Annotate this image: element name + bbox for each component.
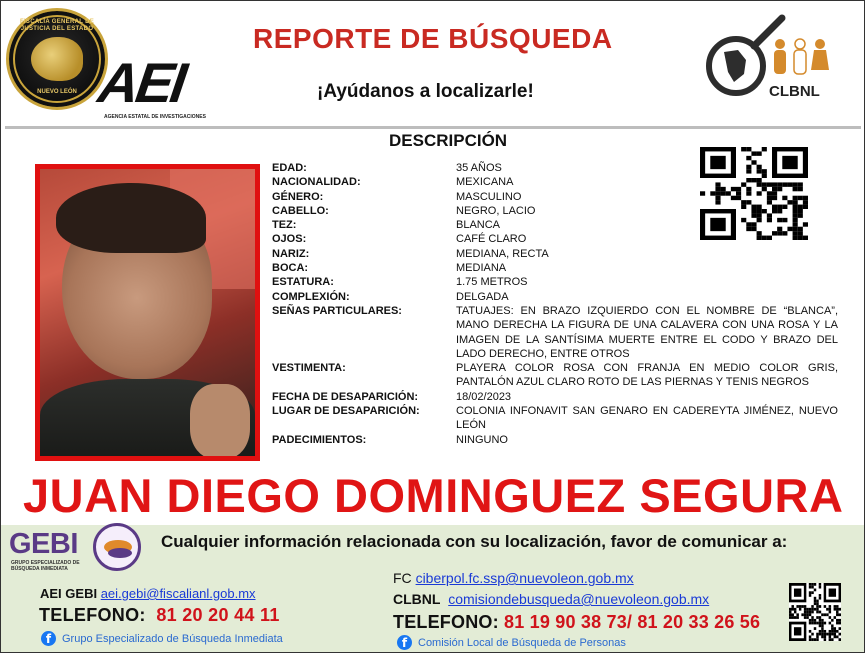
clbnl-logo (704, 14, 834, 122)
phone-left (39, 605, 280, 626)
description-heading: DESCRIPCIÓN (389, 131, 508, 150)
fc-label: FC (393, 570, 412, 586)
description-value: 18/02/2023 (456, 390, 512, 403)
description-row (272, 261, 838, 275)
description-row (272, 433, 838, 447)
description-label: TEZ: (272, 219, 297, 232)
header-divider (5, 126, 861, 129)
description-value: MEDIANA (456, 262, 507, 275)
description-value: 35 AÑOS (456, 162, 502, 174)
facebook-icon: f (397, 635, 412, 650)
qr-code-bottom (789, 583, 841, 641)
fc-email-link[interactable]: ciberpol.fc.ssp@nuevoleon.gob.mx (415, 570, 634, 586)
description-label: BOCA: (272, 262, 309, 275)
facebook-gebi-label: Grupo Especializado de Búsqueda Inmediata (62, 632, 283, 645)
phone-right-number: 81 19 90 38 73/ 81 20 33 26 56 (504, 612, 761, 632)
report-title: REPORTE DE BÚSQUEDA (253, 23, 613, 54)
description-value: TATUAJES: EN BRAZO IZQUIERDO CON EL NOMBRE DE “BLANCA”, MANO DERECHA LA FIGURA DE UNA CALAVERA CON UNA ROSA Y LA IMAGEN DE LA SANTÍSIMA MUERTE ENTRE EL CODO Y BRAZO DEL LADO DERECHO, ENTRE OTROS (456, 304, 838, 360)
description-label: NARIZ: (272, 247, 310, 260)
description-value: BLANCA (456, 219, 501, 232)
description-value: COLONIA INFONAVIT SAN GENARO EN CADEREYTA JIMÉNEZ, NUEVO LEÓN (456, 405, 838, 432)
phone-right (393, 612, 760, 633)
description-value: PLAYERA COLOR ROSA CON FRANJA EN MEDIO COLOR GRIS, PANTALÓN AZUL CLARO ROTO DE LAS PIERNAS Y TENIS NEGROS (456, 362, 838, 389)
clbnl-label: CLBNL (769, 83, 820, 100)
person-name: JUAN DIEGO DOMINGUEZ SEGURA (23, 469, 844, 522)
fc-contact (393, 570, 634, 586)
description-row (272, 290, 838, 304)
contact-message: Cualquier información relacionada con su localización, favor de comunicar a: (161, 532, 788, 551)
phone-right-label: TELEFONO: (393, 612, 499, 632)
aei-gebi-email-link[interactable]: aei.gebi@fiscalianl.gob.mx (100, 586, 256, 601)
aei-logo: AEI (94, 51, 188, 114)
description-row (272, 247, 838, 261)
lion-icon (31, 37, 83, 81)
description-label: COMPLEXIÓN: (272, 290, 350, 303)
description-value: MEDIANA, RECTA (456, 247, 549, 260)
description-label: NACIONALIDAD: (272, 176, 361, 189)
gebi-logo: GEBI (9, 528, 78, 560)
description-row (272, 304, 838, 361)
description-label: GÉNERO: (272, 190, 324, 203)
description-label: VESTIMENTA: (272, 362, 346, 375)
description-label: CABELLO: (272, 204, 329, 217)
description-label: PADECIMIENTOS: (272, 433, 367, 446)
description-value: DELGADA (456, 290, 509, 303)
clbnl-contact (393, 591, 709, 607)
description-row (272, 275, 838, 289)
description-label: SEÑAS PARTICULARES: (272, 304, 402, 317)
seal-text: FISCALÍA GENERAL DE JUSTICIA DEL ESTADO (19, 19, 95, 32)
description-label: OJOS: (272, 233, 307, 246)
report-subtitle: ¡Ayúdanos a localizarle! (317, 81, 534, 102)
facebook-clbnl-label: Comisión Local de Búsqueda de Personas (418, 636, 626, 649)
fiscalia-seal-logo (6, 8, 108, 110)
aei-gebi-label: AEI GEBI (40, 586, 98, 601)
description-row (272, 404, 838, 433)
description-value: NEGRO, LACIO (456, 204, 536, 217)
description-label: EDAD: (272, 162, 307, 174)
gebi-subtitle: GRUPO ESPECIALIZADO DE BÚSQUEDA INMEDIATA (11, 560, 80, 572)
description-value: MEXICANA (456, 176, 514, 189)
phone-left-label: TELEFONO: (39, 605, 146, 625)
description-value: CAFÉ CLARO (456, 233, 527, 246)
description-value: MASCULINO (456, 190, 522, 203)
description-label: ESTATURA: (272, 276, 334, 289)
description-label: FECHA DE DESAPARICIÓN: (272, 390, 419, 403)
description-row (272, 390, 838, 404)
aei-gebi-contact (40, 586, 256, 601)
description-row (272, 361, 838, 390)
missing-person-photo (35, 164, 260, 461)
clbnl-email-link[interactable]: comisiondebusqueda@nuevoleon.gob.mx (448, 591, 710, 607)
aei-subtitle: AGENCIA ESTATAL DE INVESTIGACIONES (104, 114, 206, 120)
description-label: LUGAR DE DESAPARICIÓN: (272, 405, 420, 418)
gebi-hands-icon (93, 523, 141, 571)
qr-code-top (700, 147, 808, 240)
facebook-gebi[interactable] (41, 631, 283, 646)
facebook-clbnl[interactable] (397, 635, 626, 650)
seal-bottom-text: NUEVO LEÓN (37, 89, 77, 95)
phone-left-number: 81 20 20 44 11 (156, 605, 280, 625)
description-value: 1.75 METROS (456, 276, 528, 289)
description-value: NINGUNO (456, 433, 508, 446)
facebook-icon: f (41, 631, 56, 646)
clbnl-contact-label: CLBNL (393, 591, 441, 607)
